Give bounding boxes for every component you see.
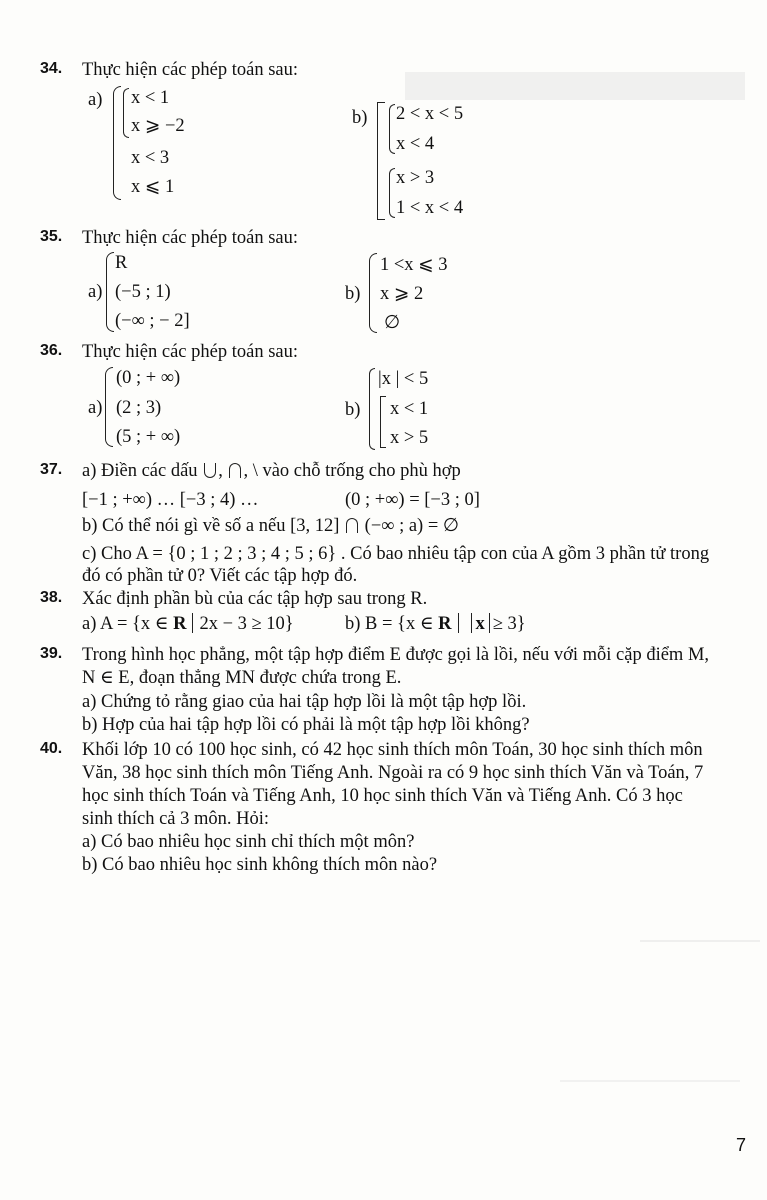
bleed-through-line: [560, 1080, 740, 1082]
set-builder-bar: [192, 613, 193, 633]
problem-37-a-line: [82, 461, 461, 481]
problem-35-a-line: R: [115, 253, 128, 273]
inner-brace: [389, 104, 395, 154]
problem-40-line1: Khối lớp 10 có 100 học sinh, có 42 học sinh thích môn Toán, 30 học sinh thích môn: [82, 740, 703, 760]
real-set-symbol: R: [438, 614, 452, 634]
problem-40-b: b) Có bao nhiêu học sinh không thích môn nào?: [82, 855, 438, 875]
problem-36-a-line: (2 ; 3): [116, 398, 162, 418]
problem-34-a-line: x < 1: [131, 88, 170, 108]
problem-37-a-intro: a) Điền các dấu: [82, 461, 198, 481]
problem-36-a-line: (0 ; + ∞): [116, 368, 181, 388]
page-number: 7: [736, 1135, 747, 1155]
problem-38-title: Xác định phần bù của các tập hợp sau trong R.: [82, 589, 428, 609]
problem-39-line2: N ∈ E, đoạn thẳng MN được chứa trong E.: [82, 668, 402, 688]
problem-38-number: 38.: [40, 589, 63, 606]
problem-38-a: [82, 613, 294, 634]
problem-39-number: 39.: [40, 645, 63, 662]
problem-34-b-line: x > 3: [396, 168, 435, 188]
a-post: 2x − 3 ≥ 10}: [199, 614, 294, 634]
problem-37-c-line1: c) Cho A = {0 ; 1 ; 2 ; 3 ; 4 ; 5 ; 6} . Có bao nhiêu tập con của A gồm 3 phần tử trong: [82, 544, 710, 564]
abs-bar: [471, 613, 472, 633]
problem-36-b-label: b): [345, 400, 361, 420]
problem-34-b-line: 2 < x < 5: [396, 104, 464, 124]
problem-34-title: Thực hiện các phép toán sau:: [82, 60, 299, 80]
problem-36-b-line: x < 1: [390, 399, 429, 419]
problem-37-a-expr2: (0 ; +∞) = [−3 ; 0]: [345, 490, 480, 510]
b-mid: x: [475, 614, 485, 634]
a-pre: a) A = {x ∈: [82, 614, 169, 634]
problem-40-number: 40.: [40, 740, 63, 757]
b-post: ≥ 3}: [492, 614, 526, 634]
problem-39-b: b) Hợp của hai tập hợp lồi có phải là một tập hợp lồi không?: [82, 715, 530, 735]
abs-bar: [489, 613, 490, 633]
problem-34-b-line: x < 4: [396, 134, 435, 154]
problem-34-number: 34.: [40, 60, 63, 77]
problem-35-a-line: (−∞ ; − 2]: [115, 311, 190, 331]
sep: ,: [218, 461, 223, 481]
problem-38-b: [345, 613, 526, 634]
problem-34-a-line: x < 3: [131, 148, 170, 168]
problem-36-a-label: a): [88, 398, 103, 418]
problem-35-a-line: (−5 ; 1): [115, 282, 171, 302]
problem-36-number: 36.: [40, 342, 63, 359]
union-symbol-icon: [204, 463, 216, 478]
problem-36-title: Thực hiện các phép toán sau:: [82, 342, 299, 362]
brace: [369, 253, 377, 333]
problem-34-a-label: a): [88, 90, 103, 110]
problem-40-line2: Văn, 38 học sinh thích môn Tiếng Anh. Ngoài ra có 9 học sinh thích Văn và Toán, 7: [82, 763, 704, 783]
outer-bracket: [377, 102, 385, 220]
problem-37-b-post: (−∞ ; a) = ∅: [364, 516, 460, 536]
problem-35-b-line: x ⩾ 2: [380, 284, 424, 304]
problem-40-a: a) Có bao nhiêu học sinh chỉ thích một môn?: [82, 832, 415, 852]
b-pre: b) B = {x ∈: [345, 614, 434, 634]
brace: [106, 252, 114, 332]
intersection-symbol-icon: [229, 463, 241, 478]
real-set-symbol: R: [173, 614, 187, 634]
paren: [105, 367, 113, 447]
problem-37-c-line2: đó có phần tử 0? Viết các tập hợp đó.: [82, 566, 358, 586]
problem-37-number: 37.: [40, 461, 63, 478]
problem-37-a-expr1: [−1 ; +∞) … [−3 ; 4) …: [82, 490, 259, 510]
problem-35-b-line: 1 <x ⩽ 3: [380, 255, 448, 275]
problem-39-a: a) Chứng tỏ rằng giao của hai tập hợp lồi là một tập hợp lồi.: [82, 692, 527, 712]
intersection-symbol-icon: [346, 518, 358, 533]
problem-35-a-label: a): [88, 282, 103, 302]
outer-bracket: [113, 86, 121, 200]
brace: [369, 368, 375, 450]
problem-36-b-line: x > 5: [390, 428, 429, 448]
bracket: [380, 396, 386, 448]
problem-36-b-line: |x | < 5: [378, 369, 429, 389]
problem-39-line1: Trong hình học phẳng, một tập hợp điểm E được gọi là lồi, nếu với mỗi cặp điểm M,: [82, 645, 710, 665]
set-builder-bar: [458, 613, 459, 633]
inner-brace: [123, 88, 129, 138]
bleed-through-band: [405, 72, 745, 100]
problem-40-line3: học sinh thích Toán và Tiếng Anh, 10 học sinh thích Văn và Tiếng Anh. Có 3 học: [82, 786, 683, 806]
problem-35-b-line: ∅: [384, 313, 401, 333]
bleed-through-line: [640, 940, 760, 942]
problem-34-b-label: b): [352, 108, 368, 128]
inner-brace: [389, 168, 395, 218]
problem-36-a-line: (5 ; + ∞): [116, 427, 181, 447]
problem-34-b-line: 1 < x < 4: [396, 198, 464, 218]
problem-37-b-pre: b) Có thể nói gì về số a nếu [3, 12]: [82, 516, 340, 536]
problem-35-b-label: b): [345, 284, 361, 304]
problem-35-number: 35.: [40, 228, 63, 245]
problem-34-a-line: x ⩾ −2: [131, 116, 185, 136]
problem-37-b: [82, 516, 459, 536]
problem-40-line4: sinh thích cả 3 môn. Hỏi:: [82, 809, 270, 829]
sep: , \ vào chỗ trống cho phù hợp: [243, 461, 461, 481]
problem-35-title: Thực hiện các phép toán sau:: [82, 228, 299, 248]
problem-34-a-line: x ⩽ 1: [131, 177, 175, 197]
